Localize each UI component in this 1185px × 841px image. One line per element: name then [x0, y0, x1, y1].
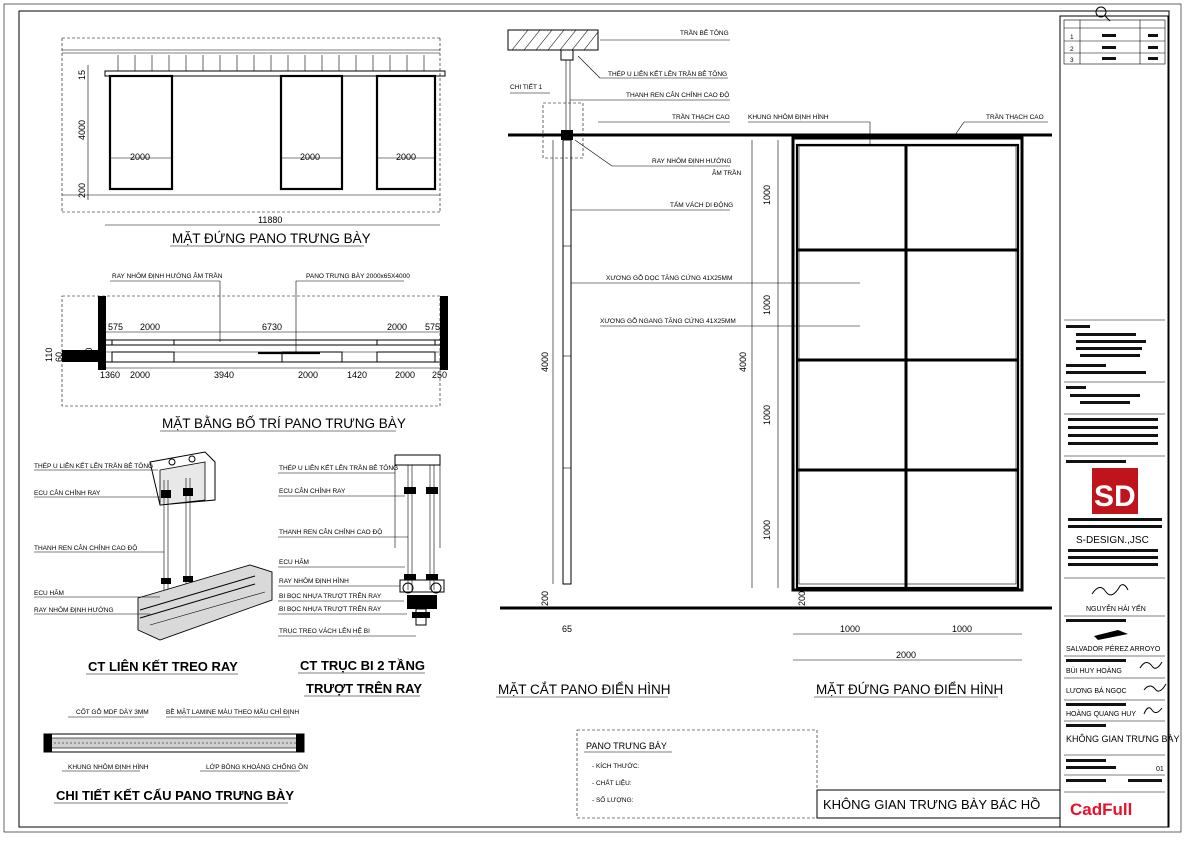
- front-hdim-1: 1000: [840, 624, 861, 634]
- section-title: MẶT CẮT PANO ĐIỂN HÌNH: [498, 682, 671, 697]
- detail-pano-section: [44, 706, 308, 803]
- signer-5: HOÀNG QUANG HUY: [1066, 711, 1137, 718]
- front-hdim-total: 2000: [896, 650, 917, 660]
- detail2-title-line1: CT TRỤC BI 2 TẦNG: [300, 658, 425, 673]
- signature-1: [1092, 585, 1128, 595]
- legend-row-2: - CHẤT LIỆU:: [592, 780, 632, 787]
- elevation-view: [62, 38, 445, 246]
- plan-side-60b: 60: [64, 351, 74, 362]
- section-dim-200: 200: [540, 590, 550, 606]
- d2-label-4: ECU HÃM: [279, 559, 309, 566]
- title-block: [1060, 7, 1180, 827]
- plan-dim-3940: 3940: [214, 370, 235, 380]
- d2-label-8: TRỤC TREO VÁCH LÊN HỆ BI: [279, 628, 370, 635]
- pano-2: [281, 76, 342, 189]
- d2-label-2: ECU CÂN CHỈNH RAY: [279, 488, 346, 495]
- plan-dim-2000-c: 2000: [130, 370, 151, 380]
- signer-4: LƯƠNG BÁ NGỌC: [1066, 688, 1127, 695]
- legend-box: [577, 730, 817, 818]
- legend-row-1: - KÍCH THƯỚC:: [592, 763, 640, 770]
- plan-dim-2000-b: 2000: [387, 322, 408, 332]
- d1-label-2: ECU CÂN CHỈNH RAY: [34, 490, 101, 497]
- d1-label-3: THANH REN CÂN CHỈNH CAO ĐỘ: [34, 545, 138, 552]
- detail-bearing-view: [278, 455, 444, 696]
- company-name: S-DESIGN.,JSC: [1076, 535, 1149, 546]
- d1-label-5: RAY NHÔM ĐỊNH HƯỚNG: [34, 607, 114, 614]
- logo-mark: SD: [1094, 480, 1136, 513]
- rev-1: 1: [1070, 34, 1074, 41]
- d2-label-3: THANH REN CÂN CHỈNH CAO ĐỘ: [279, 529, 383, 536]
- rev-2: 2: [1070, 46, 1074, 53]
- plan-dim-1360: 1360: [100, 370, 121, 380]
- dim-total: 11880: [258, 215, 283, 225]
- legend-title: PANO TRƯNG BÀY: [586, 741, 667, 751]
- plan-callout-rail: RAY NHÔM ĐỊNH HƯỚNG ÂM TRẦN: [112, 273, 223, 280]
- sec-label-5: TRẦN THẠCH CAO: [672, 114, 730, 121]
- plan-title: MẶT BẰNG BỐ TRÍ PANO TRƯNG BÀY: [162, 416, 406, 431]
- d3-label-1: CỐT GỖ MDF DÀY 3MM: [76, 709, 149, 716]
- sec-label-7: ÂM TRẦN: [712, 170, 742, 177]
- d1-label-4: ECU HÃM: [34, 590, 64, 597]
- plan-side-110b: 110: [84, 347, 94, 362]
- sheet-number: 01: [1156, 766, 1164, 773]
- d3-label-4: LỚP BÔNG KHOÁNG CHỐNG ỒN: [206, 764, 308, 771]
- sec-label-4: THANH REN CÂN CHỈNH CAO ĐỘ: [626, 92, 730, 99]
- plan-dim-1420: 1420: [347, 370, 368, 380]
- dim-pano-2: 2000: [300, 152, 321, 162]
- elevation-title: MẶT ĐỨNG PANO TRƯNG BÀY: [172, 231, 371, 246]
- front-label-ceiling: TRẦN THẠCH CAO: [986, 114, 1044, 121]
- front-view: [735, 111, 1052, 697]
- front-label-frame: KHUNG NHÔM ĐỊNH HÌNH: [748, 114, 829, 121]
- plan-side-60a: 60: [54, 351, 64, 362]
- drawing-name: KHÔNG GIAN TRƯNG BÀY: [1066, 734, 1180, 744]
- signature-3: [1140, 662, 1162, 668]
- dim-pano-1: 2000: [130, 152, 151, 162]
- d1-label-1: THÉP U LIÊN KẾT LÊN TRẦN BÊ TÔNG: [34, 463, 154, 470]
- pano-1: [110, 76, 172, 189]
- signer-3: BÙI HUY HOÀNG: [1066, 668, 1122, 675]
- d2-label-1: THÉP U LIÊN KẾT LÊN TRẦN BÊ TÔNG: [279, 465, 399, 472]
- d2-label-7: BI BỌC NHỰA TRƯỢT TRÊN RAY: [279, 606, 382, 613]
- sec-label-6: RAY NHÔM ĐỊNH HƯỚNG: [652, 158, 732, 165]
- plan-view: [44, 270, 448, 431]
- signer-1: NGUYỄN HẢI YẾN: [1086, 606, 1146, 613]
- front-hdim-2: 1000: [952, 624, 973, 634]
- vdim-200: 200: [77, 182, 87, 198]
- plan-side-10: 10: [74, 351, 84, 362]
- front-title: MẶT ĐỨNG PANO ĐIỂN HÌNH: [816, 682, 1004, 697]
- plan-dim-250: 250: [432, 370, 448, 380]
- front-vdim-200: 200: [797, 590, 807, 606]
- plan-side-110a: 110: [44, 347, 54, 362]
- signature-2: [1094, 630, 1128, 640]
- d2-label-6: BI BỌC NHỰA TRƯỢT TRÊN RAY: [279, 593, 382, 600]
- signer-2: SALVADOR PÉREZ ARROYO: [1066, 646, 1161, 653]
- legend-row-3: - SỐ LƯỢNG:: [592, 797, 634, 804]
- sec-label-10: XƯƠNG GỖ NGANG TĂNG CỨNG 41X25MM: [600, 318, 736, 325]
- vdim-4000: 4000: [77, 119, 87, 140]
- front-vdim-1: 1000: [762, 184, 772, 205]
- sec-label-1: TRẦN BÊ TÔNG: [680, 30, 729, 37]
- vdim-15: 15: [77, 69, 87, 80]
- watermark: CadFull: [1070, 800, 1133, 819]
- detail3-title: CHI TIẾT KẾT CẤU PANO TRƯNG BÀY: [56, 788, 295, 803]
- front-vdim-total: 4000: [738, 351, 748, 372]
- section-dim-4000: 4000: [540, 351, 550, 372]
- plan-dim-6730: 6730: [262, 322, 283, 332]
- sec-label-2: THÉP U LIÊN KẾT LÊN TRẦN BÊ TÔNG: [608, 71, 728, 78]
- plan-dim-575-left: 575: [108, 322, 124, 332]
- sec-label-8: TẤM VÁCH DI ĐỘNG: [670, 202, 734, 209]
- d3-label-3: KHUNG NHÔM ĐỊNH HÌNH: [68, 764, 149, 771]
- rev-3: 3: [1070, 57, 1074, 64]
- detail-hanger-view: [34, 452, 272, 674]
- front-vdim-3: 1000: [762, 404, 772, 425]
- plan-dim-2000-d: 2000: [298, 370, 319, 380]
- front-vdim-2: 1000: [762, 294, 772, 315]
- sec-label-3: CHI TIẾT 1: [510, 84, 543, 91]
- detail1-title: CT LIÊN KẾT TREO RAY: [88, 659, 238, 674]
- dim-pano-3: 2000: [396, 152, 417, 162]
- sec-label-9: XƯƠNG GỖ DỌC TĂNG CỨNG 41X25MM: [606, 275, 733, 282]
- detail2-title-line2: TRƯỢT TRÊN RAY: [306, 681, 423, 696]
- section-dim-65: 65: [562, 624, 573, 634]
- plan-dim-2000-e: 2000: [395, 370, 416, 380]
- pano-3: [377, 76, 435, 189]
- plan-dim-575-right: 575: [425, 322, 441, 332]
- d2-label-5: RAY NHÔM ĐỊNH HÌNH: [279, 578, 349, 585]
- d3-label-2: BỀ MẶT LAMINE MÀU THEO MẪU CHỈ ĐỊNH: [166, 709, 300, 716]
- signature-5: [1144, 708, 1162, 714]
- front-vdim-4: 1000: [762, 519, 772, 540]
- sheet-title: KHÔNG GIAN TRƯNG BÀY BÁC HỒ: [823, 797, 1041, 812]
- plan-callout-pano: PANO TRƯNG BÀY 2000x65X4000: [306, 273, 410, 280]
- plan-dim-2000-a: 2000: [140, 322, 161, 332]
- signature-4: [1144, 684, 1166, 691]
